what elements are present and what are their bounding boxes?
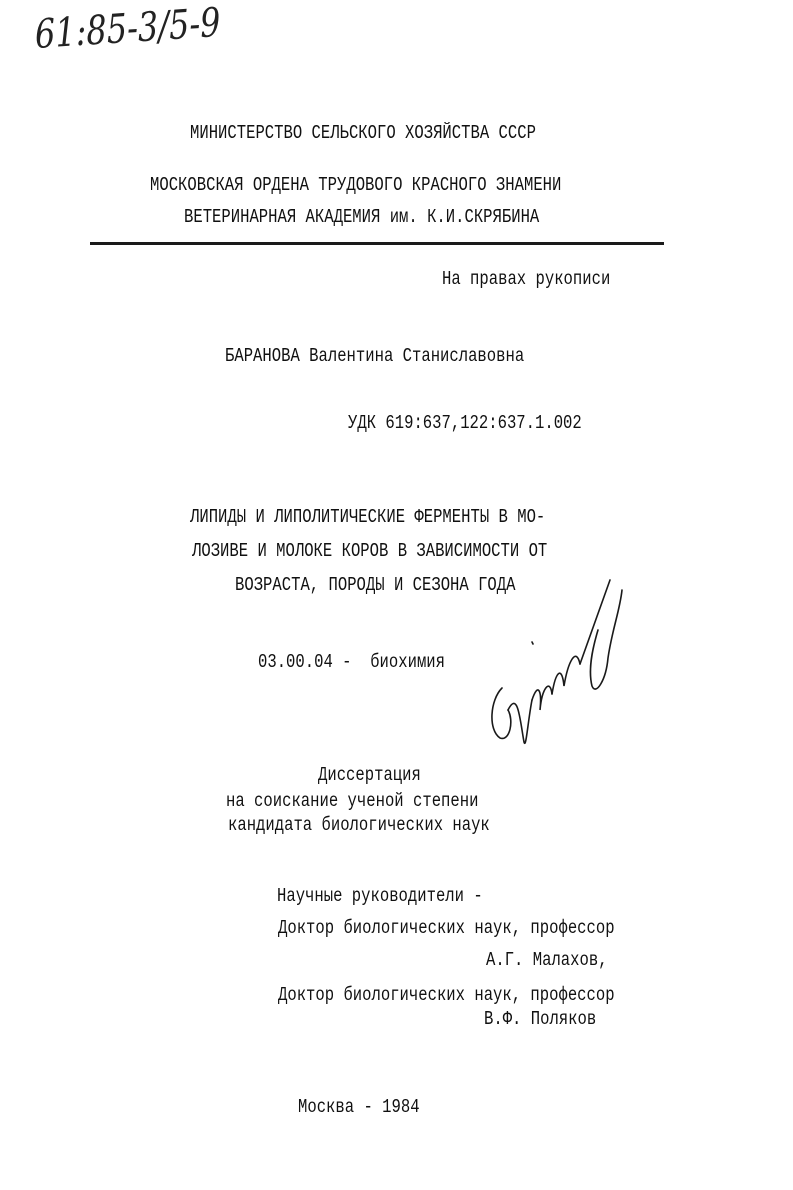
dissertation-line-1: Диссертация	[318, 764, 421, 786]
supervisor-2-title: Доктор биологических наук, профессор	[278, 984, 615, 1006]
academy-line-1: МОСКОВСКАЯ ОРДЕНА ТРУДОВОГО КРАСНОГО ЗНАМЕНИ	[150, 174, 562, 196]
manuscript-note: На правах рукописи	[442, 268, 611, 290]
academy-line-2: ВЕТЕРИНАРНАЯ АКАДЕМИЯ им. К.И.СКРЯБИНА	[184, 206, 540, 228]
udc-code: УДК 619:637,122:637.1.002	[348, 412, 582, 434]
ministry-line: МИНИСТЕРСТВО СЕЛЬСКОГО ХОЗЯЙСТВА СССР	[190, 122, 536, 144]
title-line-2: ЛОЗИВЕ И МОЛОКЕ КОРОВ В ЗАВИСИМОСТИ ОТ	[192, 540, 548, 562]
handwritten-signature	[480, 570, 640, 760]
title-line-3: ВОЗРАСТА, ПОРОДЫ И СЕЗОНА ГОДА	[235, 574, 516, 596]
header-divider	[90, 242, 664, 245]
supervisors-header: Научные руководители -	[277, 885, 483, 907]
dissertation-line-2: на соискание ученой степени	[226, 790, 479, 812]
title-line-1: ЛИПИДЫ И ЛИПОЛИТИЧЕСКИЕ ФЕРМЕНТЫ В МО-	[190, 506, 546, 528]
author-name: БАРАНОВА Валентина Станиславовна	[225, 345, 525, 367]
supervisor-1-name: А.Г. Малахов,	[486, 949, 608, 971]
archive-mark: 61:85-3/5-9	[34, 0, 222, 58]
supervisor-1-title: Доктор биологических наук, профессор	[278, 917, 615, 939]
city-year: Москва - 1984	[298, 1096, 420, 1118]
dissertation-line-3: кандидата биологических наук	[228, 814, 490, 836]
specialty-code: 03.00.04 - биохимия	[258, 651, 445, 673]
supervisor-2-name: В.Ф. Поляков	[484, 1008, 597, 1030]
